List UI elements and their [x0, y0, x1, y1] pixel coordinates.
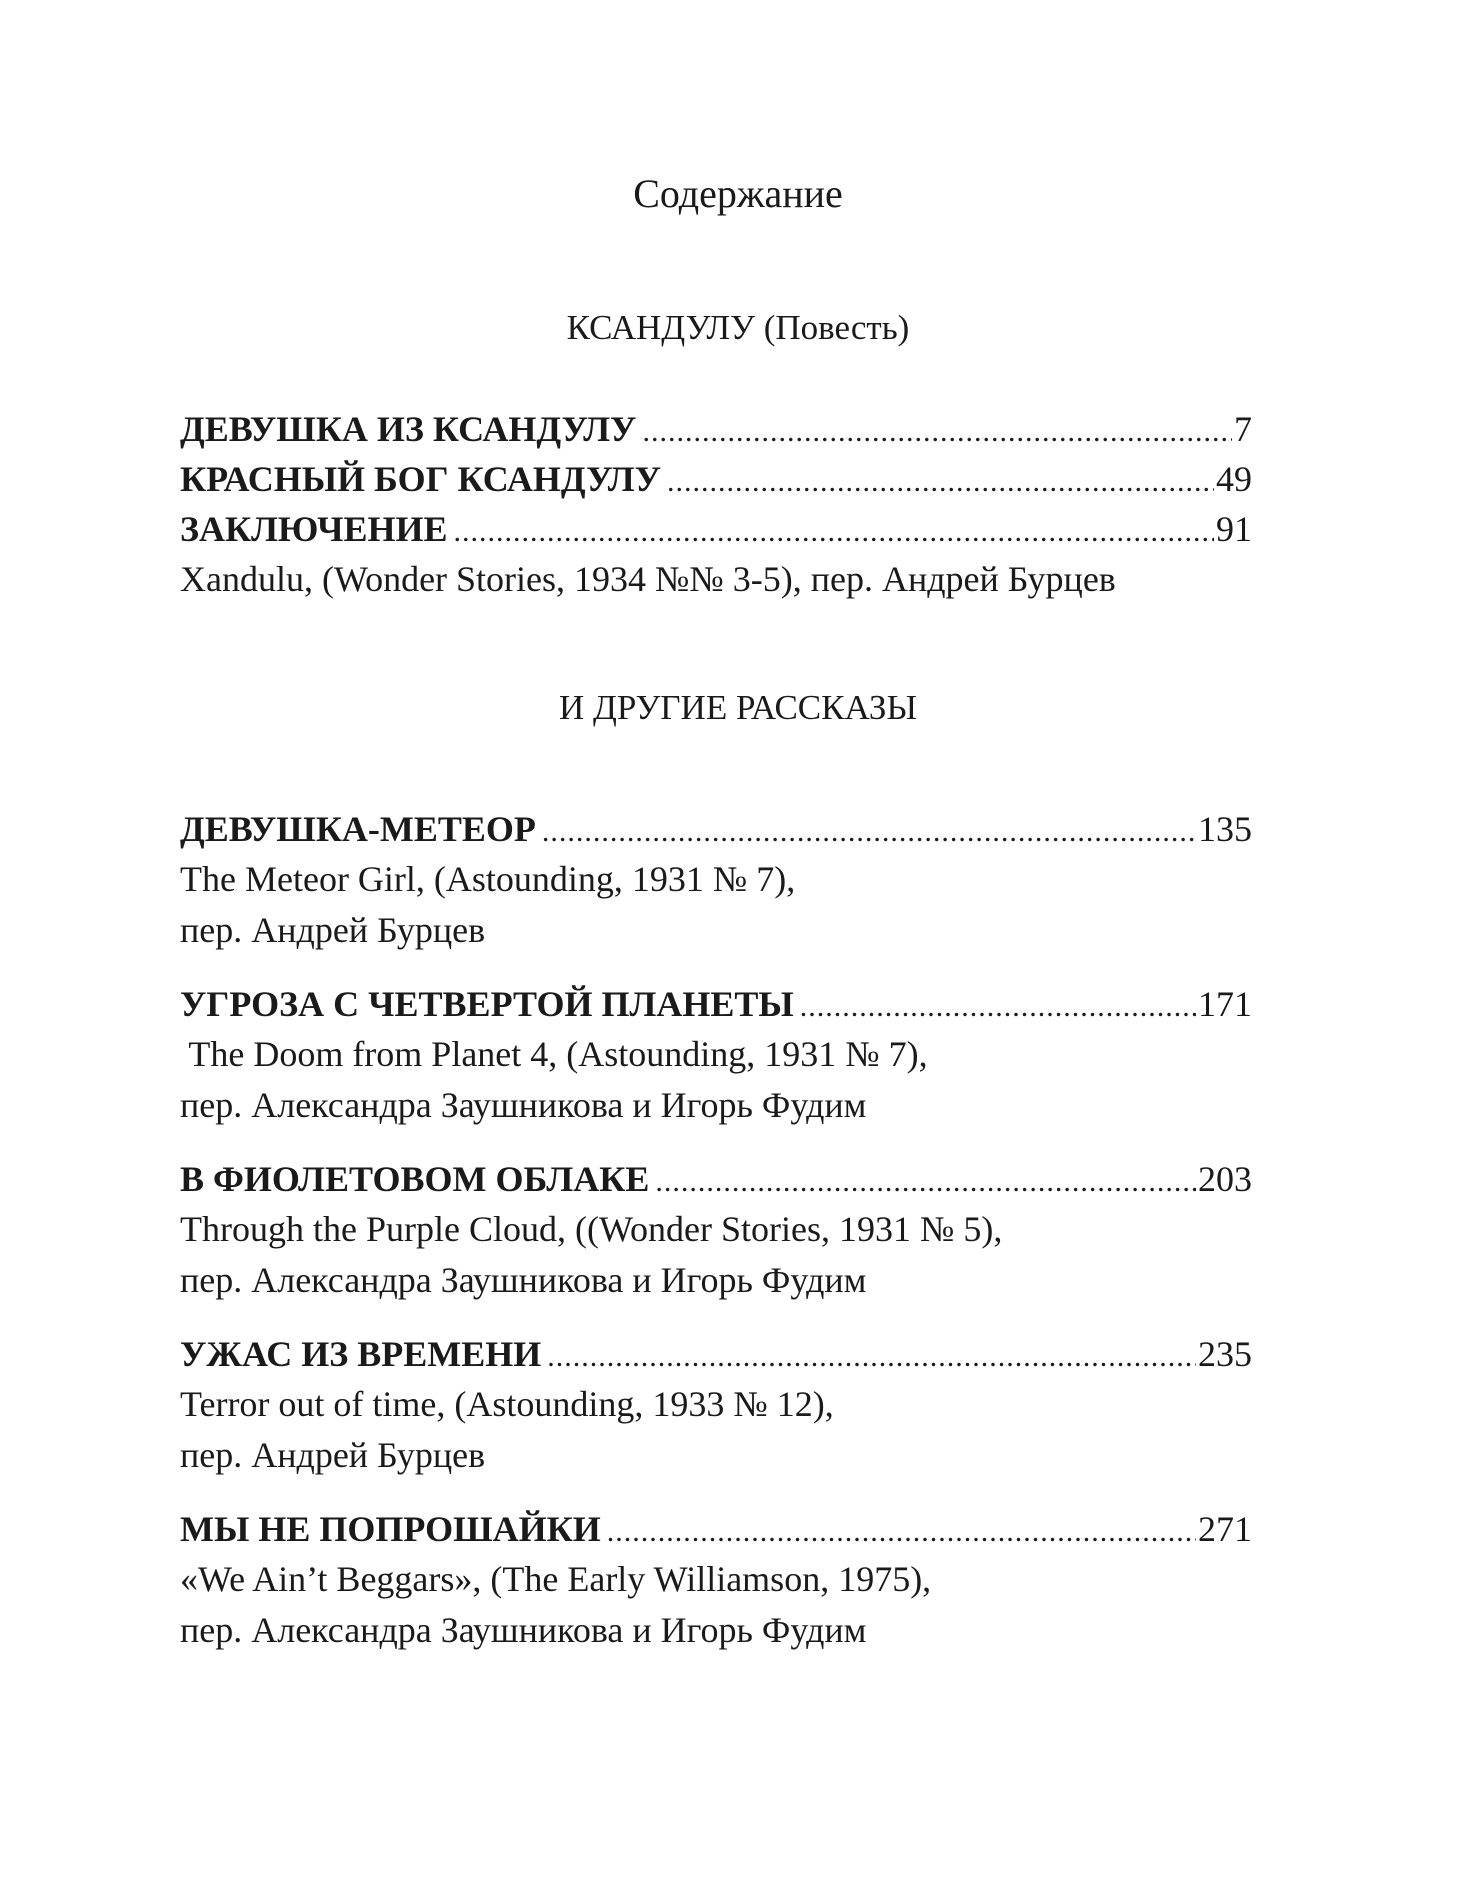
entry-page-number: 91 — [1216, 509, 1252, 549]
entry-translator-line: пер. Александра Заушникова и Игорь Фудим — [180, 1085, 867, 1125]
entry-page-number: 271 — [1198, 1509, 1252, 1549]
dot-leader — [607, 1507, 1196, 1554]
entry-translator-line: пер. Андрей Бурцев — [180, 1435, 486, 1475]
entry-source-line: «We Ain’t Beggars», (The Early Williamson, 1975), — [180, 1559, 932, 1599]
entry-title: В ФИОЛЕТОВОМ ОБЛАКЕ — [180, 1159, 650, 1199]
entry-source-line: Through the Purple Cloud, ((Wonder Stories, 1931 № 5), — [180, 1209, 1003, 1249]
toc-entry[interactable] — [180, 404, 1252, 454]
toc-entry[interactable] — [180, 1504, 1252, 1554]
toc-entry[interactable] — [180, 804, 1252, 854]
dot-leader — [667, 457, 1214, 504]
section-heading-xandulu: КСАНДУЛУ (Повесть) — [566, 308, 910, 347]
entry-title: УЖАС ИЗ ВРЕМЕНИ — [180, 1334, 542, 1374]
entry-source-line: The Meteor Girl, (Astounding, 1931 № 7), — [180, 859, 796, 899]
entry-page-number: 49 — [1216, 459, 1252, 499]
entry-title: МЫ НЕ ПОПРОШАЙКИ — [180, 1509, 601, 1549]
story-entry-1 — [180, 979, 1252, 1131]
entry-source-note: Xandulu, (Wonder Stories, 1934 №№ 3-5), пер. Андрей Бурцев — [180, 559, 1116, 599]
toc-entry[interactable] — [180, 1329, 1252, 1379]
entry-title: КРАСНЫЙ БОГ КСАНДУЛУ — [180, 459, 662, 499]
toc-entry[interactable] — [180, 979, 1252, 1029]
entry-title: ДЕВУШКА-МЕТЕОР — [180, 809, 536, 849]
entry-source-line: Terror out of time, (Astounding, 1933 № 12), — [180, 1384, 834, 1424]
story-entry-2 — [180, 1154, 1252, 1306]
dot-leader — [642, 407, 1232, 454]
entry-title: ЗАКЛЮЧЕНИЕ — [180, 509, 448, 549]
dot-leader — [655, 1157, 1196, 1204]
page-title: Содержание — [633, 171, 843, 216]
story-entry-4 — [180, 1504, 1252, 1656]
entry-translator-line: пер. Александра Заушникова и Игорь Фудим — [180, 1260, 867, 1300]
story-entry-0 — [180, 804, 1252, 956]
entry-title: УГРОЗА С ЧЕТВЕРТОЙ ПЛАНЕТЫ — [180, 984, 794, 1024]
dot-leader — [542, 807, 1196, 854]
entry-page-number: 135 — [1198, 809, 1252, 849]
entry-translator-line: пер. Александра Заушникова и Игорь Фудим — [180, 1610, 867, 1650]
dot-leader — [800, 982, 1196, 1029]
entry-translator-line: пер. Андрей Бурцев — [180, 910, 486, 950]
toc-entry[interactable] — [180, 504, 1252, 554]
entry-page-number: 203 — [1198, 1159, 1252, 1199]
section-heading-other-stories: И ДРУГИЕ РАССКАЗЫ — [559, 688, 917, 727]
toc-entry[interactable] — [180, 1154, 1252, 1204]
story-entry-3 — [180, 1329, 1252, 1481]
entry-source-line: The Doom from Planet 4, (Astounding, 1931 № 7), — [180, 1034, 928, 1074]
part1-entries — [180, 404, 1252, 605]
dot-leader — [454, 507, 1214, 554]
toc-entry[interactable] — [180, 454, 1252, 504]
entry-title: ДЕВУШКА ИЗ КСАНДУЛУ — [180, 409, 637, 449]
entry-page-number: 235 — [1198, 1334, 1252, 1374]
entry-page-number: 7 — [1234, 409, 1252, 449]
dot-leader — [547, 1332, 1196, 1379]
entry-page-number: 171 — [1198, 984, 1252, 1024]
